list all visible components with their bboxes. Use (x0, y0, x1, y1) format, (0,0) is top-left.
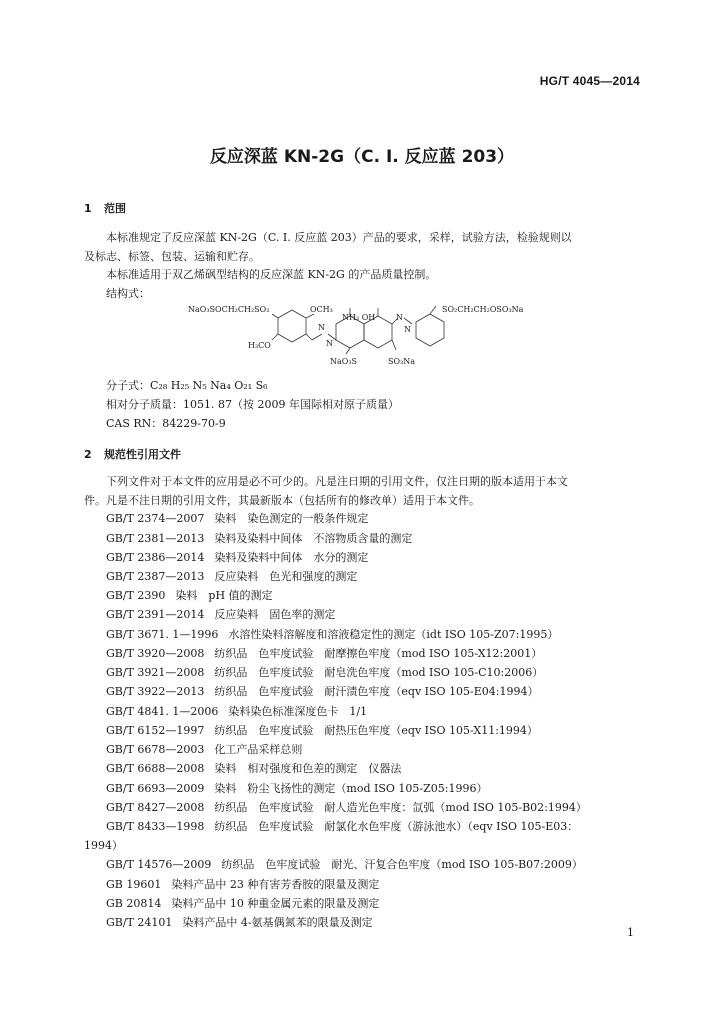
scope-paragraph-1 (84, 228, 640, 266)
substituent-right-top: SO₂CH₂CH₂OSO₃Na (442, 305, 524, 314)
reference-item: GB/T 2374—2007 染料 染色测定的一般条件规定 (106, 512, 369, 525)
section-1-heading (84, 200, 126, 216)
reference-item: GB/T 6678—2003 化工产品采样总则 (106, 743, 303, 756)
azo-n: N (318, 323, 325, 332)
reference-item: GB/T 8433—1998 纺织品 色牢度试验 耐氯化水色牢度（游泳池水）（eqv ISO 105-E03： (106, 820, 579, 833)
reference-item: GB/T 2386—2014 染料及染料中间体 水分的测定 (106, 551, 369, 564)
azo-n: N (404, 325, 411, 334)
reference-item-continuation: 1994） (84, 839, 123, 852)
reference-item: GB/T 8427—2008 纺织品 色牢度试验 耐人造光色牢度：氙弧（mod ISO 105-B02:1994） (106, 801, 587, 814)
section-title: 范围 (104, 202, 126, 215)
structural-formula-diagram (160, 298, 560, 374)
page-number: 1 (627, 926, 634, 939)
intro-line: 下列文件对于本文件的应用是必不可少的。凡是注日期的引用文件，仅注日期的版本适用于本文 (106, 475, 568, 488)
molecular-mass: 相对分子质量：1051. 87（按 2009 年国际相对原子质量） (106, 398, 399, 411)
reference-item: GB/T 6152—1997 纺织品 色牢度试验 耐热压色牢度（eqv ISO 105-X11:1994） (106, 724, 538, 737)
document-title: 反应深蓝 KN-2G（C. I. 反应蓝 203） (209, 147, 515, 167)
structure-label: 结构式： (106, 287, 150, 300)
reference-item: GB/T 6688—2008 染料 相对强度和色差的测定 仪器法 (106, 762, 402, 775)
reference-item: GB/T 4841. 1—2006 染料染色标准深度色卡 1/1 (106, 705, 368, 718)
scope-line: 及标志、标签、包装、运输和贮存。 (84, 250, 260, 263)
reference-item: GB 19601 染料产品中 23 种有害芳香胺的限量及测定 (106, 878, 380, 891)
reference-item: GB/T 3922—2013 纺织品 色牢度试验 耐汗渍色牢度（eqv ISO 105-E04:1994） (106, 685, 539, 698)
standard-code: HG/T 4045—2014 (539, 74, 640, 88)
substituent-nh2-oh: NH₂ OH (342, 313, 376, 322)
section-2-heading (84, 446, 181, 462)
reference-item: GB/T 2391—2014 反应染料 固色率的测定 (106, 608, 336, 621)
molecular-formula: 分子式：C₂₈ H₂₅ N₅ Na₄ O₂₁ S₆ (106, 379, 268, 392)
reference-item: GB/T 3920—2008 纺织品 色牢度试验 耐摩擦色牢度（mod ISO 105-X12:2001） (106, 647, 543, 660)
reference-item: GB 20814 染料产品中 10 种重金属元素的限量及测定 (106, 897, 380, 910)
reference-item: GB/T 3921—2008 纺织品 色牢度试验 耐皂洗色牢度（mod ISO 105-C10:2006） (106, 666, 544, 679)
section-title: 规范性引用文件 (104, 448, 181, 461)
benzene-ring-right (416, 314, 444, 346)
reference-item: GB/T 2387—2013 反应染料 色光和强度的测定 (106, 570, 358, 583)
reference-item: GB/T 24101 染料产品中 4-氨基偶氮苯的限量及测定 (106, 916, 373, 929)
intro-line: 件。凡是不注日期的引用文件，其最新版本（包括所有的修改单）适用于本文件。 (84, 494, 480, 507)
azo-n: N (326, 339, 333, 348)
reference-item: GB/T 14576—2009 纺织品 色牢度试验 耐光、汗复合色牢度（mod ISO 105-B07:2009） (106, 858, 583, 871)
section-number: 1 (84, 202, 92, 215)
substituent-och3: OCH₃ (310, 305, 333, 314)
substituent-left-top: NaO₃SOCH₂CH₂SO₂ (188, 305, 270, 314)
reference-item: GB/T 2381—2013 染料及染料中间体 不溶物质含量的测定 (106, 532, 413, 545)
section-number: 2 (84, 448, 92, 461)
reference-item: GB/T 3671. 1—1996 水溶性染料溶解度和溶液稳定性的测定（idt ISO 105-Z07:1995） (106, 628, 559, 641)
reference-item: GB/T 2390 染料 pH 值的测定 (106, 589, 273, 602)
normative-intro (84, 472, 640, 510)
azo-n: N (396, 313, 403, 322)
cas-number: CAS RN：84229-70-9 (106, 417, 226, 430)
substituent-so3na: SO₃Na (388, 357, 416, 366)
scope-line: 本标准规定了反应深蓝 KN-2G（C. I. 反应蓝 203）产品的要求，采样，试验方法，检验规则以 (106, 231, 572, 244)
reference-item: GB/T 6693—2009 染料 粉尘飞扬性的测定（mod ISO 105-Z05:1996） (106, 782, 488, 795)
benzene-ring-left (278, 310, 306, 342)
substituent-naso3: NaO₃S (330, 357, 358, 366)
scope-paragraph-2: 本标准适用于双乙烯砜型结构的反应深蓝 KN-2G 的产品质量控制。 (106, 268, 437, 281)
substituent-h3co: H₃CO (248, 341, 271, 350)
